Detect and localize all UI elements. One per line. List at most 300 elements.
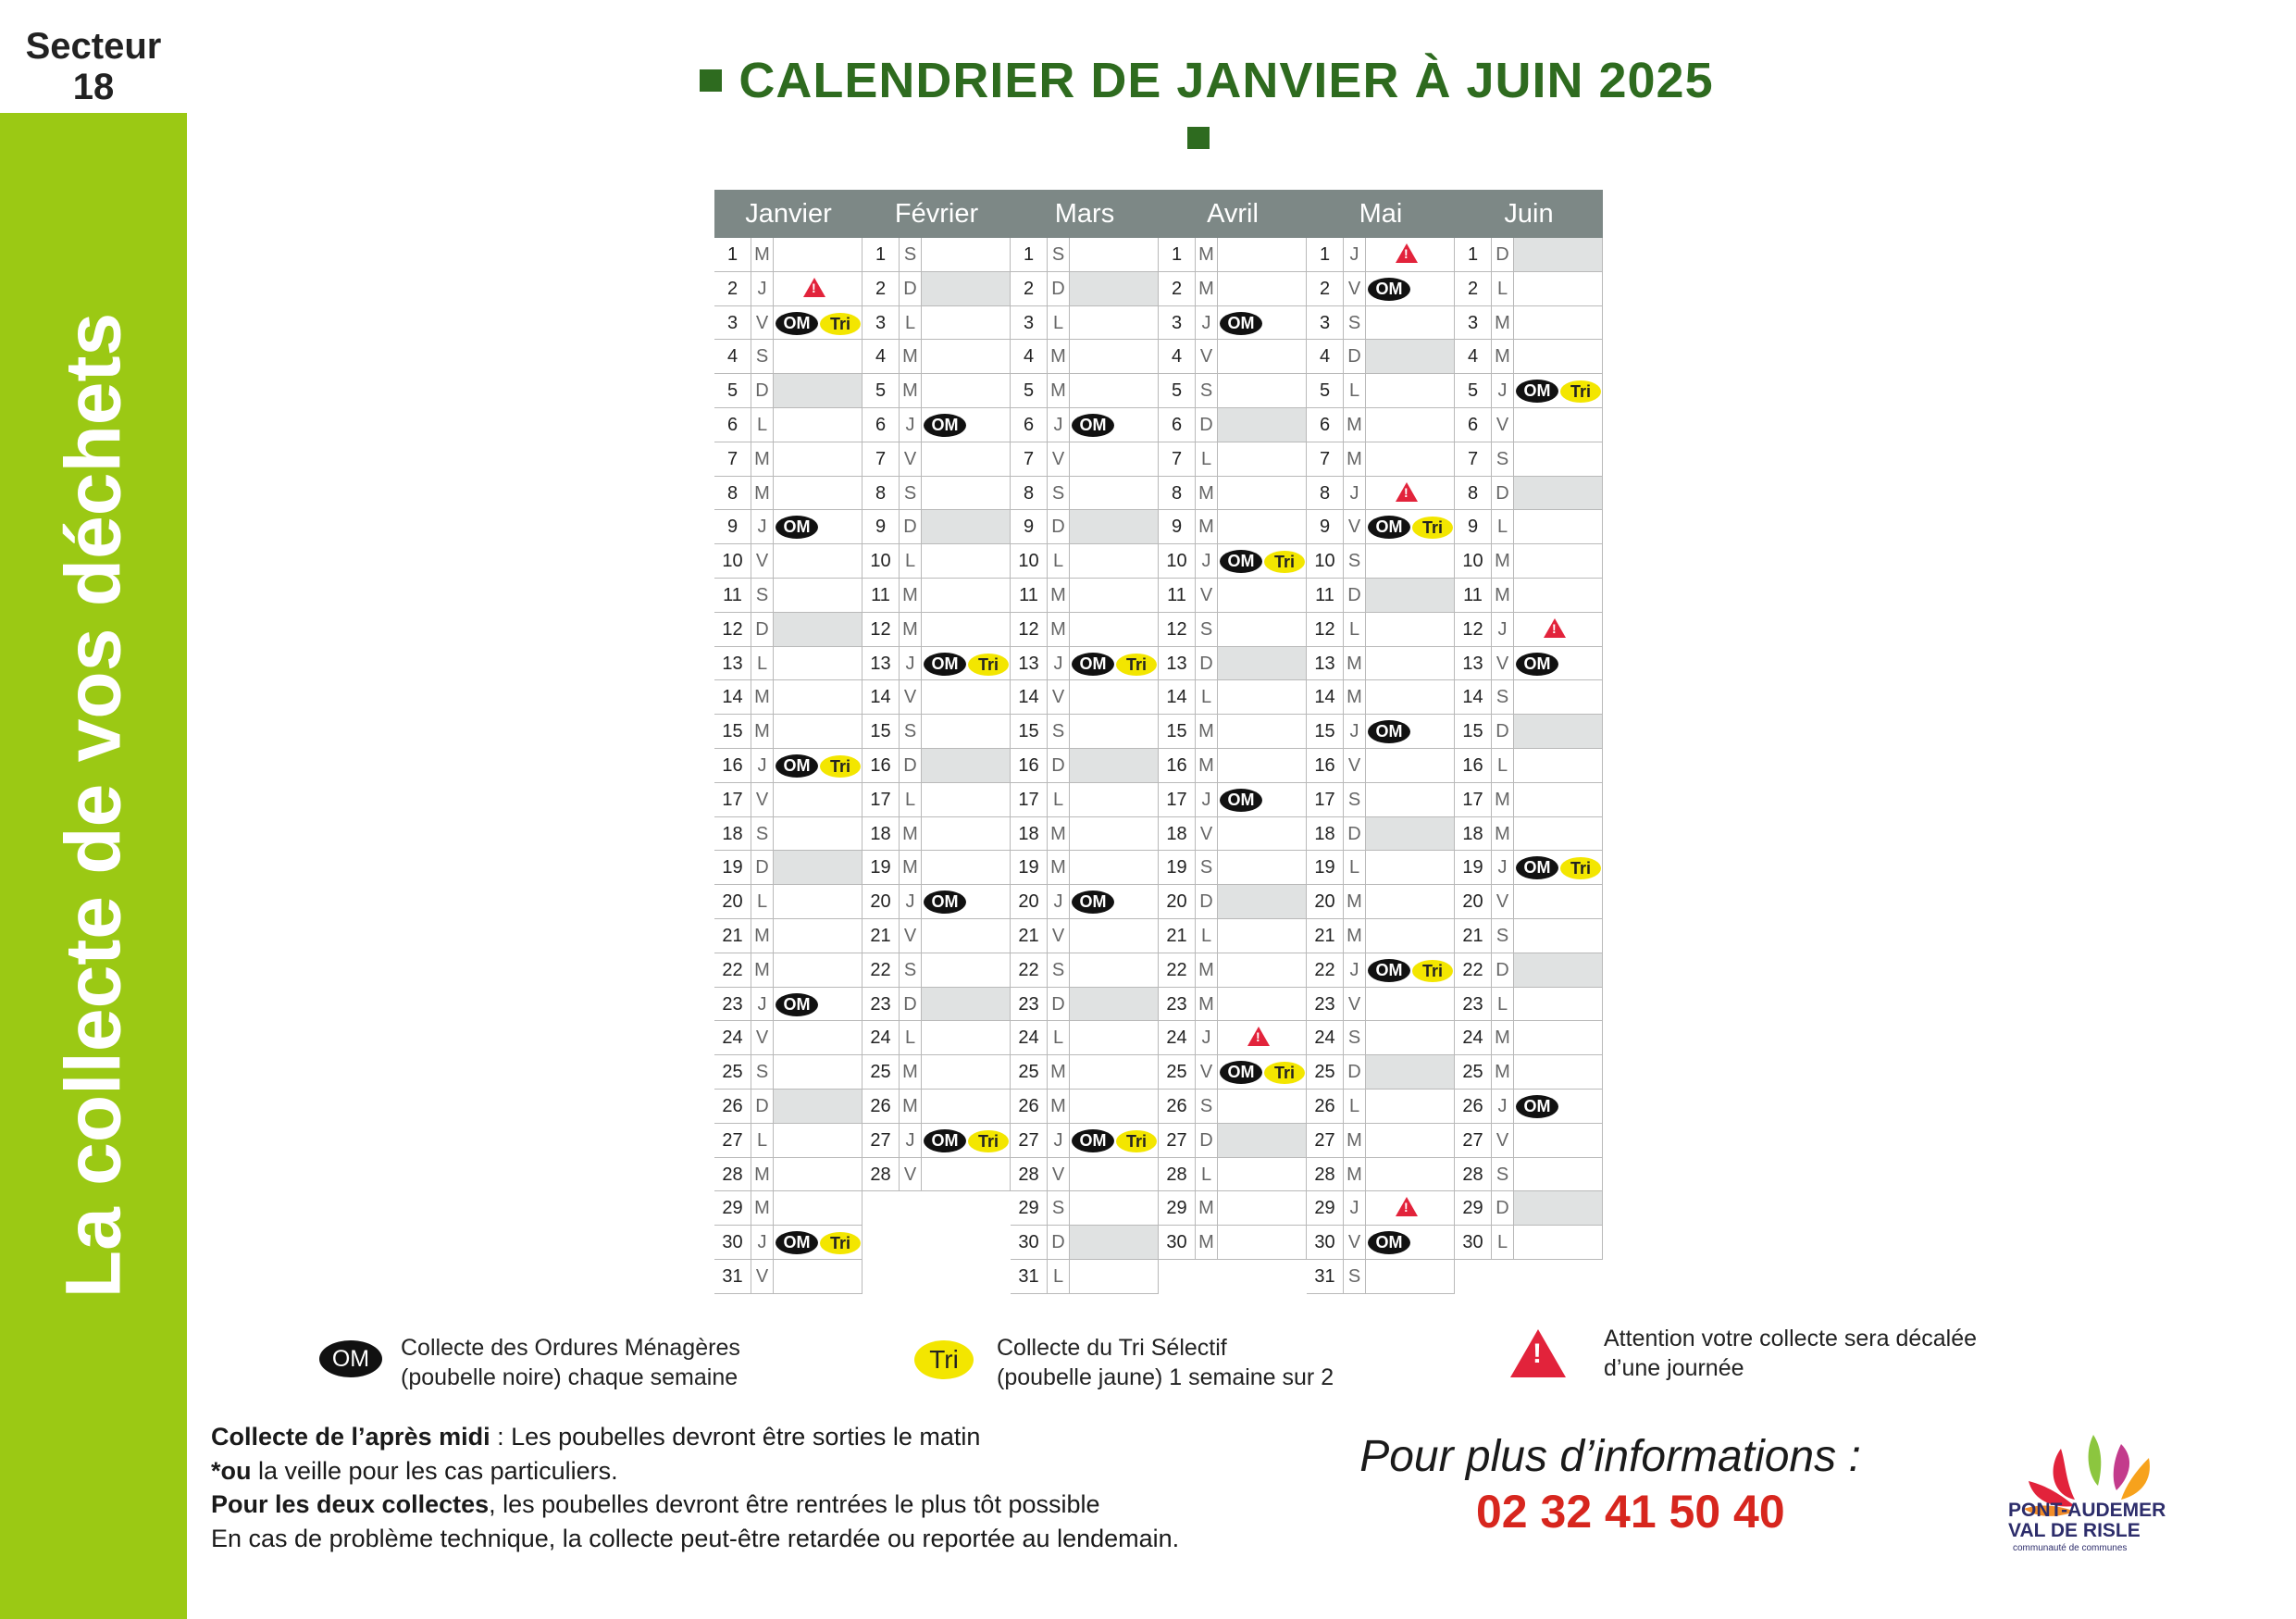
day-number: 4 xyxy=(1307,340,1344,373)
day-number: 12 xyxy=(1011,613,1048,646)
weekday-letter: S xyxy=(900,477,922,510)
day-row xyxy=(863,1124,1011,1158)
weekday-letter: V xyxy=(900,919,922,953)
weekday-letter: V xyxy=(1344,988,1366,1021)
note-text: la veille pour les cas particuliers. xyxy=(251,1456,618,1485)
om-badge: OM xyxy=(1516,653,1558,676)
day-number: 29 xyxy=(1455,1191,1492,1225)
day-row xyxy=(1011,1260,1159,1294)
weekday-letter: S xyxy=(1196,851,1218,884)
day-row xyxy=(1011,340,1159,374)
day-cell xyxy=(774,340,863,373)
weekday-letter: M xyxy=(900,1055,922,1089)
om-badge: OM xyxy=(1072,890,1114,914)
day-number: 24 xyxy=(1455,1021,1492,1054)
day-row xyxy=(714,885,863,919)
day-number: 10 xyxy=(1159,544,1196,578)
day-row xyxy=(1455,919,1603,953)
weekday-letter: M xyxy=(1048,374,1070,407)
day-cell xyxy=(1070,715,1159,748)
day-number: 19 xyxy=(714,851,751,884)
day-cell xyxy=(1514,408,1603,442)
weekday-letter: D xyxy=(1492,715,1514,748)
day-row xyxy=(714,919,863,953)
weekday-letter: J xyxy=(900,885,922,918)
day-cell xyxy=(774,1090,863,1123)
weekday-letter: M xyxy=(751,715,774,748)
tri-badge: Tri xyxy=(1412,960,1453,982)
day-number: 16 xyxy=(1455,749,1492,782)
weekday-letter: J xyxy=(1196,306,1218,340)
day-row xyxy=(1011,680,1159,715)
weekday-letter: V xyxy=(1492,647,1514,680)
day-cell xyxy=(922,579,1011,612)
day-row xyxy=(1455,715,1603,749)
day-number: 25 xyxy=(1159,1055,1196,1089)
day-number: 15 xyxy=(714,715,751,748)
day-number: 2 xyxy=(714,272,751,305)
day-cell xyxy=(1218,749,1307,782)
day-row xyxy=(1159,579,1307,613)
day-number: 23 xyxy=(863,988,900,1021)
weekday-letter: J xyxy=(900,408,922,442)
weekday-letter: L xyxy=(1344,374,1366,407)
phone-number[interactable]: 02 32 41 50 40 xyxy=(1476,1486,1785,1538)
day-row xyxy=(1159,885,1307,919)
weekday-letter: D xyxy=(900,510,922,543)
tri-legend-text xyxy=(997,1333,1334,1398)
day-cell xyxy=(922,783,1011,816)
day-cell xyxy=(1070,817,1159,851)
day-number: 18 xyxy=(1159,817,1196,851)
weekday-letter: V xyxy=(1492,408,1514,442)
day-cell xyxy=(1514,885,1603,918)
day-number: 11 xyxy=(714,579,751,612)
day-number: 29 xyxy=(714,1191,751,1225)
day-cell xyxy=(1070,1055,1159,1089)
om-badge: OM xyxy=(924,890,966,914)
weekday-letter: M xyxy=(1196,1191,1218,1225)
day-cell xyxy=(922,442,1011,476)
day-row xyxy=(1455,953,1603,988)
day-row xyxy=(1159,1191,1307,1226)
tri-badge: Tri xyxy=(968,1130,1009,1152)
day-number: 5 xyxy=(1455,374,1492,407)
day-number: 26 xyxy=(863,1090,900,1123)
day-cell xyxy=(922,613,1011,646)
day-cell xyxy=(1514,510,1603,543)
weekday-letter: S xyxy=(1048,477,1070,510)
page-title-row xyxy=(666,52,1731,167)
weekday-letter: L xyxy=(1196,442,1218,476)
om-badge: OM xyxy=(1220,312,1262,335)
day-number: 17 xyxy=(863,783,900,816)
day-cell xyxy=(1366,885,1455,918)
day-number: 6 xyxy=(1307,408,1344,442)
om-badge: OM xyxy=(1368,516,1410,539)
day-cell xyxy=(1366,1158,1455,1191)
day-row xyxy=(1455,272,1603,306)
day-cell xyxy=(1366,1124,1455,1157)
day-cell xyxy=(1514,442,1603,476)
day-number: 18 xyxy=(863,817,900,851)
weekday-letter: L xyxy=(1344,1090,1366,1123)
day-cell xyxy=(774,851,863,884)
day-number: 10 xyxy=(714,544,751,578)
day-cell xyxy=(774,408,863,442)
weekday-letter: D xyxy=(751,374,774,407)
day-number: 26 xyxy=(1455,1090,1492,1123)
day-number: 3 xyxy=(1455,306,1492,340)
day-number: 1 xyxy=(714,238,751,271)
day-number: 11 xyxy=(1011,579,1048,612)
day-row xyxy=(1159,1021,1307,1055)
weekday-letter: M xyxy=(751,238,774,271)
day-row xyxy=(714,953,863,988)
day-row xyxy=(1011,817,1159,852)
weekday-letter: J xyxy=(1344,238,1366,271)
day-cell xyxy=(774,579,863,612)
day-row xyxy=(714,1090,863,1124)
day-row xyxy=(714,1055,863,1090)
day-cell xyxy=(922,477,1011,510)
day-number: 21 xyxy=(863,919,900,953)
day-cell xyxy=(1218,851,1307,884)
note-bold: Collecte de l’après midi xyxy=(211,1423,490,1451)
weekday-letter: J xyxy=(1492,613,1514,646)
weekday-letter: D xyxy=(1048,988,1070,1021)
weekday-letter: M xyxy=(900,613,922,646)
day-cell xyxy=(922,953,1011,987)
day-row xyxy=(1159,783,1307,817)
day-cell xyxy=(922,988,1011,1021)
weekday-letter: M xyxy=(751,442,774,476)
weekday-letter: V xyxy=(751,544,774,578)
weekday-letter: J xyxy=(1344,715,1366,748)
month-column xyxy=(1159,238,1307,1260)
weekday-letter: S xyxy=(1492,1158,1514,1191)
day-cell xyxy=(1070,1191,1159,1225)
day-row xyxy=(714,340,863,374)
day-number: 17 xyxy=(1307,783,1344,816)
weekday-letter: S xyxy=(751,340,774,373)
day-cell xyxy=(1070,851,1159,884)
day-row xyxy=(1307,579,1455,613)
day-row xyxy=(1011,1055,1159,1090)
day-row xyxy=(1307,340,1455,374)
day-number: 10 xyxy=(863,544,900,578)
day-number: 5 xyxy=(714,374,751,407)
day-row xyxy=(714,1226,863,1260)
weekday-letter: S xyxy=(1344,1260,1366,1293)
day-row xyxy=(1455,885,1603,919)
day-number: 13 xyxy=(863,647,900,680)
day-cell xyxy=(922,919,1011,953)
day-number: 28 xyxy=(1307,1158,1344,1191)
day-cell xyxy=(1070,749,1159,782)
day-row xyxy=(1159,851,1307,885)
day-cell xyxy=(1366,988,1455,1021)
day-row xyxy=(863,579,1011,613)
day-row xyxy=(1159,1158,1307,1192)
note-text: : Les poubelles devront être sorties le matin xyxy=(490,1423,981,1451)
weekday-letter: M xyxy=(1196,510,1218,543)
weekday-letter: L xyxy=(751,408,774,442)
day-number: 21 xyxy=(1307,919,1344,953)
weekday-letter: V xyxy=(1344,510,1366,543)
day-number: 18 xyxy=(1455,817,1492,851)
day-number: 20 xyxy=(1011,885,1048,918)
day-cell xyxy=(774,374,863,407)
day-cell xyxy=(1514,1158,1603,1191)
weekday-letter: L xyxy=(1492,510,1514,543)
weekday-letter: J xyxy=(1048,647,1070,680)
om-badge: OM xyxy=(1368,720,1410,743)
day-cell xyxy=(1514,680,1603,714)
month-name: Mai xyxy=(1359,199,1403,229)
weekday-letter: M xyxy=(1344,885,1366,918)
tri-badge: Tri xyxy=(1264,551,1305,573)
day-cell xyxy=(774,953,863,987)
day-cell xyxy=(774,238,863,271)
day-row xyxy=(714,1191,863,1226)
day-cell xyxy=(1218,442,1307,476)
day-number: 31 xyxy=(1011,1260,1048,1293)
month-name: Avril xyxy=(1207,199,1259,229)
day-number: 14 xyxy=(1455,680,1492,714)
day-row xyxy=(1455,340,1603,374)
day-row xyxy=(1011,919,1159,953)
day-row xyxy=(1455,544,1603,579)
om-badge: OM xyxy=(1516,1095,1558,1118)
day-row xyxy=(714,510,863,544)
om-badge: OM xyxy=(776,754,818,778)
weekday-letter: S xyxy=(1492,919,1514,953)
day-row xyxy=(1307,238,1455,272)
day-row xyxy=(1307,408,1455,442)
day-number: 29 xyxy=(1307,1191,1344,1225)
day-number: 30 xyxy=(1011,1226,1048,1259)
day-row xyxy=(714,579,863,613)
day-cell xyxy=(1218,953,1307,987)
weekday-letter: M xyxy=(751,919,774,953)
weekday-letter: M xyxy=(1344,919,1366,953)
note-line xyxy=(211,1420,1322,1454)
weekday-letter: D xyxy=(900,272,922,305)
day-row xyxy=(1011,1124,1159,1158)
day-row xyxy=(1011,442,1159,477)
day-row xyxy=(1455,579,1603,613)
weekday-letter: M xyxy=(1196,477,1218,510)
day-cell xyxy=(1366,1260,1455,1293)
warning-legend-line: d’une journée xyxy=(1604,1355,1744,1381)
day-row xyxy=(1159,340,1307,374)
day-number: 17 xyxy=(1159,783,1196,816)
day-row xyxy=(1011,988,1159,1022)
day-number: 26 xyxy=(1307,1090,1344,1123)
day-number: 26 xyxy=(714,1090,751,1123)
day-cell xyxy=(1070,919,1159,953)
weekday-letter: J xyxy=(1492,374,1514,407)
info-label: Pour plus d’informations : xyxy=(1359,1432,1861,1481)
weekday-letter: L xyxy=(1048,1021,1070,1054)
day-number: 11 xyxy=(1159,579,1196,612)
day-cell xyxy=(1366,579,1455,612)
day-number: 1 xyxy=(1011,238,1048,271)
day-number: 19 xyxy=(1455,851,1492,884)
day-row xyxy=(1307,306,1455,341)
day-row xyxy=(1307,1021,1455,1055)
day-cell xyxy=(774,783,863,816)
day-row xyxy=(1011,1021,1159,1055)
day-row xyxy=(714,680,863,715)
day-number: 20 xyxy=(863,885,900,918)
day-cell xyxy=(1070,340,1159,373)
day-number: 22 xyxy=(1011,953,1048,987)
day-row xyxy=(1159,544,1307,579)
day-cell xyxy=(1366,1055,1455,1089)
day-cell xyxy=(774,613,863,646)
logo-text: communauté de communes xyxy=(2013,1543,2128,1553)
warning-icon xyxy=(1510,1329,1566,1377)
weekday-letter: V xyxy=(1492,885,1514,918)
tri-badge: Tri xyxy=(820,1232,861,1254)
day-number: 19 xyxy=(1159,851,1196,884)
day-row xyxy=(1159,477,1307,511)
day-number: 23 xyxy=(1455,988,1492,1021)
weekday-letter: D xyxy=(751,1090,774,1123)
day-cell xyxy=(1070,988,1159,1021)
day-cell xyxy=(1070,1090,1159,1123)
weekday-letter: L xyxy=(751,1124,774,1157)
weekday-letter: M xyxy=(1048,613,1070,646)
day-row xyxy=(1455,306,1603,341)
day-row xyxy=(863,238,1011,272)
day-number: 25 xyxy=(863,1055,900,1089)
day-row xyxy=(1011,1191,1159,1226)
day-row xyxy=(714,1260,863,1294)
day-row xyxy=(714,647,863,681)
weekday-letter: D xyxy=(1048,272,1070,305)
day-row xyxy=(1455,1124,1603,1158)
weekday-letter: D xyxy=(751,613,774,646)
day-cell xyxy=(1514,477,1603,510)
day-cell xyxy=(774,680,863,714)
day-number: 28 xyxy=(1455,1158,1492,1191)
day-row xyxy=(863,1021,1011,1055)
om-badge: OM xyxy=(1072,1129,1114,1152)
weekday-letter: J xyxy=(751,510,774,543)
day-cell xyxy=(1366,851,1455,884)
month-name: Juin xyxy=(1504,199,1554,229)
om-legend-text xyxy=(401,1333,740,1398)
day-number: 12 xyxy=(863,613,900,646)
sector-box xyxy=(0,0,187,113)
day-row xyxy=(1159,715,1307,749)
om-badge: OM xyxy=(776,993,818,1016)
day-row xyxy=(1011,1226,1159,1260)
om-badge: OM xyxy=(1516,856,1558,879)
weekday-letter: S xyxy=(751,817,774,851)
day-row xyxy=(1159,988,1307,1022)
day-cell xyxy=(1366,919,1455,953)
day-cell xyxy=(1070,613,1159,646)
day-row xyxy=(1011,953,1159,988)
day-row xyxy=(1455,510,1603,544)
day-row xyxy=(714,238,863,272)
day-number: 4 xyxy=(1159,340,1196,373)
weekday-letter: M xyxy=(1196,715,1218,748)
day-number: 8 xyxy=(1455,477,1492,510)
weekday-letter: V xyxy=(751,306,774,340)
weekday-letter: M xyxy=(1196,749,1218,782)
day-cell xyxy=(1366,544,1455,578)
side-title: La collecte de vos déchets xyxy=(49,312,137,1299)
weekday-letter: J xyxy=(1344,953,1366,987)
day-row xyxy=(863,715,1011,749)
day-number: 9 xyxy=(1011,510,1048,543)
weekday-letter: L xyxy=(751,647,774,680)
weekday-letter: M xyxy=(1048,579,1070,612)
day-number: 9 xyxy=(1307,510,1344,543)
day-number: 7 xyxy=(1307,442,1344,476)
day-number: 18 xyxy=(1307,817,1344,851)
day-number: 4 xyxy=(1011,340,1048,373)
day-cell xyxy=(1218,647,1307,680)
day-cell xyxy=(1366,1090,1455,1123)
day-row xyxy=(1307,477,1455,511)
page-title: CALENDRIER DE JANVIER À JUIN 2025 xyxy=(738,53,1714,108)
weekday-letter: L xyxy=(1492,272,1514,305)
day-row xyxy=(863,544,1011,579)
weekday-letter: M xyxy=(1196,238,1218,271)
note-bold: Pour les deux collectes xyxy=(211,1490,490,1518)
om-badge: OM xyxy=(924,414,966,437)
day-number: 12 xyxy=(1307,613,1344,646)
day-cell xyxy=(1514,1226,1603,1259)
weekday-letter: D xyxy=(1344,579,1366,612)
weekday-letter: D xyxy=(751,851,774,884)
day-number: 14 xyxy=(1159,680,1196,714)
day-number: 8 xyxy=(863,477,900,510)
weekday-letter: M xyxy=(1048,1055,1070,1089)
weekday-letter: M xyxy=(1492,783,1514,816)
weekday-letter: S xyxy=(1344,1021,1366,1054)
day-row xyxy=(1307,988,1455,1022)
day-cell xyxy=(774,885,863,918)
weekday-letter: M xyxy=(900,340,922,373)
day-number: 3 xyxy=(863,306,900,340)
day-row xyxy=(1307,272,1455,306)
weekday-letter: M xyxy=(751,680,774,714)
sector-number: 18 xyxy=(72,67,115,107)
weekday-letter: V xyxy=(1048,919,1070,953)
day-row xyxy=(1455,613,1603,647)
day-row xyxy=(1307,749,1455,783)
weekday-letter: M xyxy=(751,1191,774,1225)
weekday-letter: M xyxy=(1196,988,1218,1021)
day-row xyxy=(863,647,1011,681)
day-row xyxy=(714,817,863,852)
weekday-letter: L xyxy=(1492,1226,1514,1259)
day-cell xyxy=(1514,715,1603,748)
day-number: 9 xyxy=(1159,510,1196,543)
day-cell xyxy=(774,919,863,953)
weekday-letter: M xyxy=(1344,442,1366,476)
weekday-letter: J xyxy=(1196,544,1218,578)
day-number: 18 xyxy=(714,817,751,851)
day-number: 6 xyxy=(1159,408,1196,442)
